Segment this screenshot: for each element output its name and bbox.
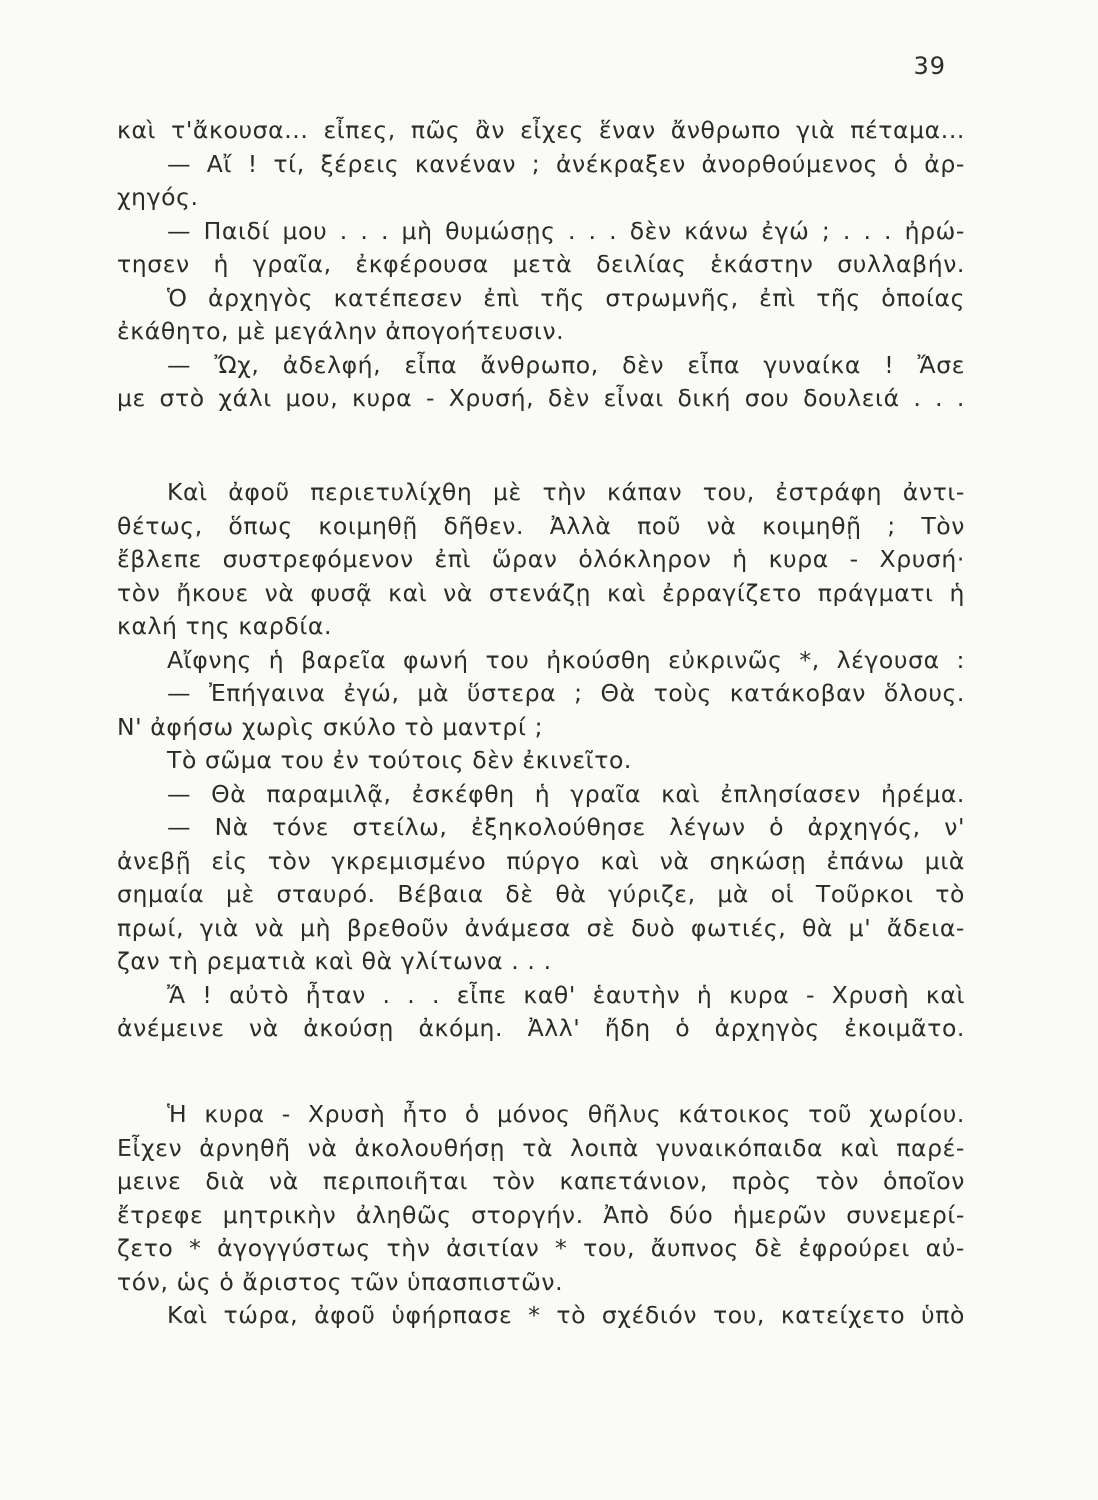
- paragraph-block-3: [117, 1098, 965, 1333]
- text-line: θέτως, ὅπως κοιμηθῇ δῆθεν. Ἀλλὰ ποῦ νὰ κοιμηθῇ ; Τὸν: [117, 511, 965, 540]
- page-number: 39: [913, 52, 946, 80]
- text-line: Ν' ἀφήσω χωρὶς σκύλο τὸ μαντρί ;: [117, 712, 544, 741]
- text-line: Τὸ σῶμα του ἐν τούτοις δὲν ἐκινεῖτο.: [167, 746, 633, 774]
- text-line: Ἡ κυρα - Χρυσὴ ἦτο ὁ μόνος θῆλυς κάτοικος τοῦ χωρίου.: [167, 1100, 965, 1128]
- text-line: τόν, ὡς ὁ ἄριστος τῶν ὑπασπιστῶν.: [117, 1267, 564, 1296]
- text-line: χηγός.: [117, 183, 199, 211]
- text-line: σημαία μὲ σταυρό. Βέβαια δὲ θὰ γύριζε, μὰ οἱ Τοῦρκοι τὸ: [117, 880, 965, 908]
- text-line: καὶ τ'ἄκουσα... εἶπες, πῶς ἂν εἶχες ἕναν ἄνθρωπο γιὰ πέταμα...: [117, 116, 965, 144]
- text-line: τὸν ἤκουε νὰ φυσᾷ καὶ νὰ στενάζῃ καὶ ἐρραγίζετο πράγματι ἡ: [117, 578, 965, 607]
- text-line: Ἄ ! αὐτὸ ἦταν . . . εἶπε καθ' ἑαυτὴν ἡ κυρα - Χρυσὴ καὶ: [167, 980, 965, 1009]
- text-line: ζαν τὴ ρεματιὰ καὶ θὰ γλίτωνα . . .: [117, 947, 552, 975]
- text-line: ἔβλεπε συστρεφόμενον ἐπὶ ὥραν ὁλόκληρον ἡ κυρα - Χρυσή·: [117, 545, 965, 573]
- text-line: πρωί, γιὰ νὰ μὴ βρεθοῦν ἀνάμεσα σὲ δυὸ φωτιές, θὰ μ' ἄδεια-: [117, 913, 965, 942]
- paragraph-block-1: [117, 114, 965, 416]
- text-line: με στὸ χάλι μου, κυρα - Χρυσή, δὲν εἶναι δική σου δουλειά . . .: [117, 384, 965, 412]
- text-line: — Θὰ παραμιλᾷ, ἐσκέφθη ἡ γραῖα καὶ ἐπλησίασεν ἠρέμα.: [167, 779, 965, 808]
- text-line: — Νὰ τόνε στείλω, ἐξηκολούθησε λέγων ὁ ἀρχηγός, ν': [167, 813, 965, 841]
- text-line: μεινε διὰ νὰ περιποιῆται τὸν καπετάνιον, πρὸς τὸν ὁποῖον: [117, 1167, 965, 1195]
- text-line: — Ἐπήγαινα ἐγώ, μὰ ὕστερα ; Θὰ τοὺς κατάκοβαν ὅλους.: [167, 679, 965, 707]
- text-line: ἔτρεφε μητρικὴν ἀληθῶς στοργήν. Ἀπὸ δύο ἡμερῶν συνεμερί-: [117, 1200, 965, 1229]
- text-line: ἀνεβῇ εἰς τὸν γκρεμισμένο πύργο καὶ νὰ σηκώσῃ ἐπάνω μιὰ: [117, 846, 965, 875]
- text-line: — Παιδί μου . . . μὴ θυμώσῃς . . . δὲν κάνω ἐγώ ; . . . ἠρώ-: [167, 216, 965, 245]
- text-line: Καὶ τώρα, ἀφοῦ ὑφήρπασε * τὸ σχέδιόν του, κατείχετο ὑπὸ: [167, 1301, 965, 1329]
- text-line: Εἶχεν ἀρνηθῆ νὰ ἀκολουθήσῃ τὰ λοιπὰ γυναικόπαιδα καὶ παρέ-: [117, 1133, 965, 1162]
- text-line: ἀνέμεινε νὰ ἀκούσῃ ἀκόμη. Ἀλλ' ἤδη ὁ ἀρχηγὸς ἐκοιμᾶτο.: [117, 1014, 965, 1042]
- text-line: — Αἴ ! τί, ξέρεις κανέναν ; ἀνέκραξεν ἀνορθούμενος ὁ ἀρ-: [167, 149, 965, 178]
- text-line: καλή της καρδία.: [117, 612, 333, 640]
- text-line: ζετο * ἀγογγύστως τὴν ἀσιτίαν * του, ἄυπνος δὲ ἐφρούρει αὐ-: [117, 1234, 965, 1262]
- text-line: — Ὤχ, ἀδελφή, εἶπα ἄνθρωπο, δὲν εἶπα γυναίκα ! Ἄσε: [167, 350, 965, 379]
- text-line: Καὶ ἀφοῦ περιετυλίχθη μὲ τὴν κάπαν του, ἐστράφη ἀντι-: [167, 478, 965, 506]
- text-line: τησεν ἡ γραῖα, ἐκφέρουσα μετὰ δειλίας ἑκάστην συλλαβήν.: [117, 250, 965, 278]
- text-line: ἐκάθητο, μὲ μεγάλην ἀπογοήτευσιν.: [117, 317, 565, 345]
- paragraph-block-2: [117, 476, 965, 1046]
- text-line: Ὁ ἀρχηγὸς κατέπεσεν ἐπὶ τῆς στρωμνῆς, ἐπὶ τῆς ὁποίας: [167, 283, 965, 312]
- text-line: Αἴφνης ἡ βαρεῖα φωνή του ἠκούσθη εὐκρινῶς *, λέγουσα :: [167, 645, 965, 674]
